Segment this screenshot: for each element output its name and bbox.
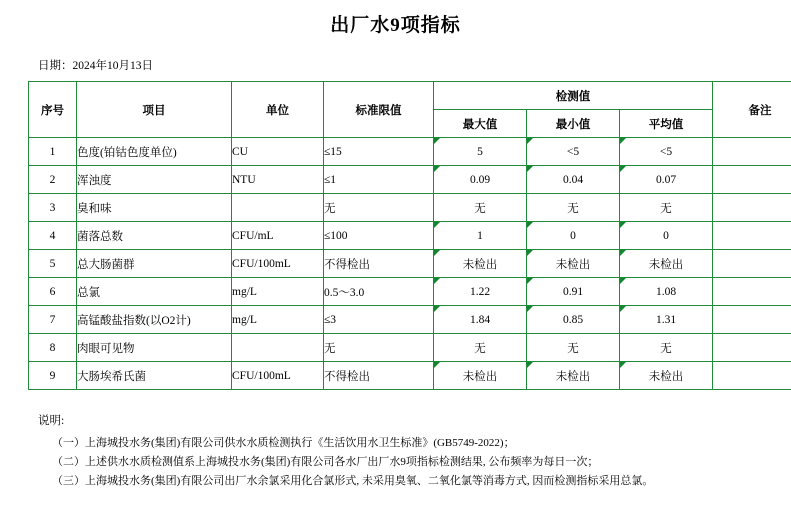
cell-standard: ≤100 — [324, 222, 434, 250]
cell-min: <5 — [527, 138, 620, 166]
cell-avg: 1.31 — [620, 306, 713, 334]
table-row — [29, 250, 791, 278]
cell-note — [713, 334, 791, 362]
notes-label: 说明: — [38, 415, 65, 427]
table-row — [29, 334, 791, 362]
cell-avg: 无 — [620, 194, 713, 222]
cell-index: 9 — [29, 362, 77, 390]
cell-min: 无 — [527, 334, 620, 362]
cell-min: 未检出 — [527, 250, 620, 278]
table-row — [29, 306, 791, 334]
cell-max: 0.09 — [434, 166, 527, 194]
header-avg: 平均值 — [620, 110, 713, 138]
cell-note — [713, 222, 791, 250]
cell-item: 浑浊度 — [77, 166, 232, 194]
header-unit: 单位 — [232, 82, 324, 138]
header-max: 最大值 — [434, 110, 527, 138]
note-item: （一）上海城投水务(集团)有限公司供水水质检测执行《生活饮用水卫生标准》(GB5749-2022)； — [52, 436, 515, 449]
header-standard-limit: 标准限值 — [324, 82, 434, 138]
cell-index: 3 — [29, 194, 77, 222]
cell-standard: 无 — [324, 194, 434, 222]
cell-index: 1 — [29, 138, 77, 166]
cell-note — [713, 362, 791, 390]
table-row — [29, 194, 791, 222]
cell-item: 菌落总数 — [77, 222, 232, 250]
cell-note — [713, 278, 791, 306]
header-item: 项目 — [77, 82, 232, 138]
cell-min: 0.91 — [527, 278, 620, 306]
cell-max: 1.84 — [434, 306, 527, 334]
cell-unit: mg/L — [232, 306, 324, 334]
table-row — [29, 166, 791, 194]
cell-avg: 无 — [620, 334, 713, 362]
cell-avg: 1.08 — [620, 278, 713, 306]
cell-item: 肉眼可见物 — [77, 334, 232, 362]
cell-standard: ≤15 — [324, 138, 434, 166]
cell-index: 5 — [29, 250, 77, 278]
cell-avg: 未检出 — [620, 362, 713, 390]
table-header-row-1 — [29, 82, 791, 110]
cell-standard: 不得检出 — [324, 362, 434, 390]
cell-note — [713, 194, 791, 222]
report-date: 日期：2024年10月13日 — [38, 60, 153, 72]
table-row — [29, 138, 791, 166]
cell-max: 无 — [434, 334, 527, 362]
cell-min: 0.04 — [527, 166, 620, 194]
cell-standard: 无 — [324, 334, 434, 362]
note-item: （三）上海城投水务(集团)有限公司出厂水余氯采用化合氯形式, 未采用臭氧、二氧化氯等消毒方式, 因而检测指标采用总氯。 — [52, 474, 654, 487]
cell-note — [713, 138, 791, 166]
header-note: 备注 — [713, 82, 791, 138]
cell-item: 高锰酸盐指数(以O2计) — [77, 306, 232, 334]
header-measured-group: 检测值 — [434, 82, 713, 110]
cell-unit: CU — [232, 138, 324, 166]
cell-index: 8 — [29, 334, 77, 362]
cell-unit: NTU — [232, 166, 324, 194]
cell-item: 总大肠菌群 — [77, 250, 232, 278]
header-min: 最小值 — [527, 110, 620, 138]
notes-section — [38, 416, 791, 487]
cell-unit — [232, 334, 324, 362]
cell-min: 未检出 — [527, 362, 620, 390]
cell-max: 未检出 — [434, 250, 527, 278]
cell-item: 总氯 — [77, 278, 232, 306]
table-row — [29, 222, 791, 250]
cell-avg: 0 — [620, 222, 713, 250]
cell-unit: CFU/mL — [232, 222, 324, 250]
cell-min: 无 — [527, 194, 620, 222]
table-row — [29, 362, 791, 390]
cell-avg: <5 — [620, 138, 713, 166]
cell-note — [713, 166, 791, 194]
cell-item: 色度(铂钴色度单位) — [77, 138, 232, 166]
cell-min: 0.85 — [527, 306, 620, 334]
cell-min: 0 — [527, 222, 620, 250]
cell-standard: 0.5～3.0 — [324, 278, 434, 306]
cell-standard: 不得检出 — [324, 250, 434, 278]
page-title: 出厂水9项指标 — [330, 15, 461, 36]
cell-unit: CFU/100mL — [232, 362, 324, 390]
note-item: （二）上述供水水质检测值系上海城投水务(集团)有限公司各水厂出厂水9项指标检测结果, 公布频率为每日一次； — [52, 455, 599, 468]
cell-avg: 未检出 — [620, 250, 713, 278]
cell-max: 1 — [434, 222, 527, 250]
cell-note — [713, 250, 791, 278]
cell-standard: ≤3 — [324, 306, 434, 334]
cell-max: 5 — [434, 138, 527, 166]
table-row — [29, 278, 791, 306]
cell-item: 大肠埃希氏菌 — [77, 362, 232, 390]
cell-index: 2 — [29, 166, 77, 194]
header-index: 序号 — [29, 82, 77, 138]
cell-note — [713, 306, 791, 334]
water-quality-table — [28, 81, 791, 390]
cell-avg: 0.07 — [620, 166, 713, 194]
cell-item: 臭和味 — [77, 194, 232, 222]
cell-max: 无 — [434, 194, 527, 222]
cell-unit: CFU/100mL — [232, 250, 324, 278]
cell-index: 4 — [29, 222, 77, 250]
cell-unit — [232, 194, 324, 222]
cell-standard: ≤1 — [324, 166, 434, 194]
cell-index: 7 — [29, 306, 77, 334]
cell-unit: mg/L — [232, 278, 324, 306]
cell-max: 1.22 — [434, 278, 527, 306]
cell-index: 6 — [29, 278, 77, 306]
cell-max: 未检出 — [434, 362, 527, 390]
